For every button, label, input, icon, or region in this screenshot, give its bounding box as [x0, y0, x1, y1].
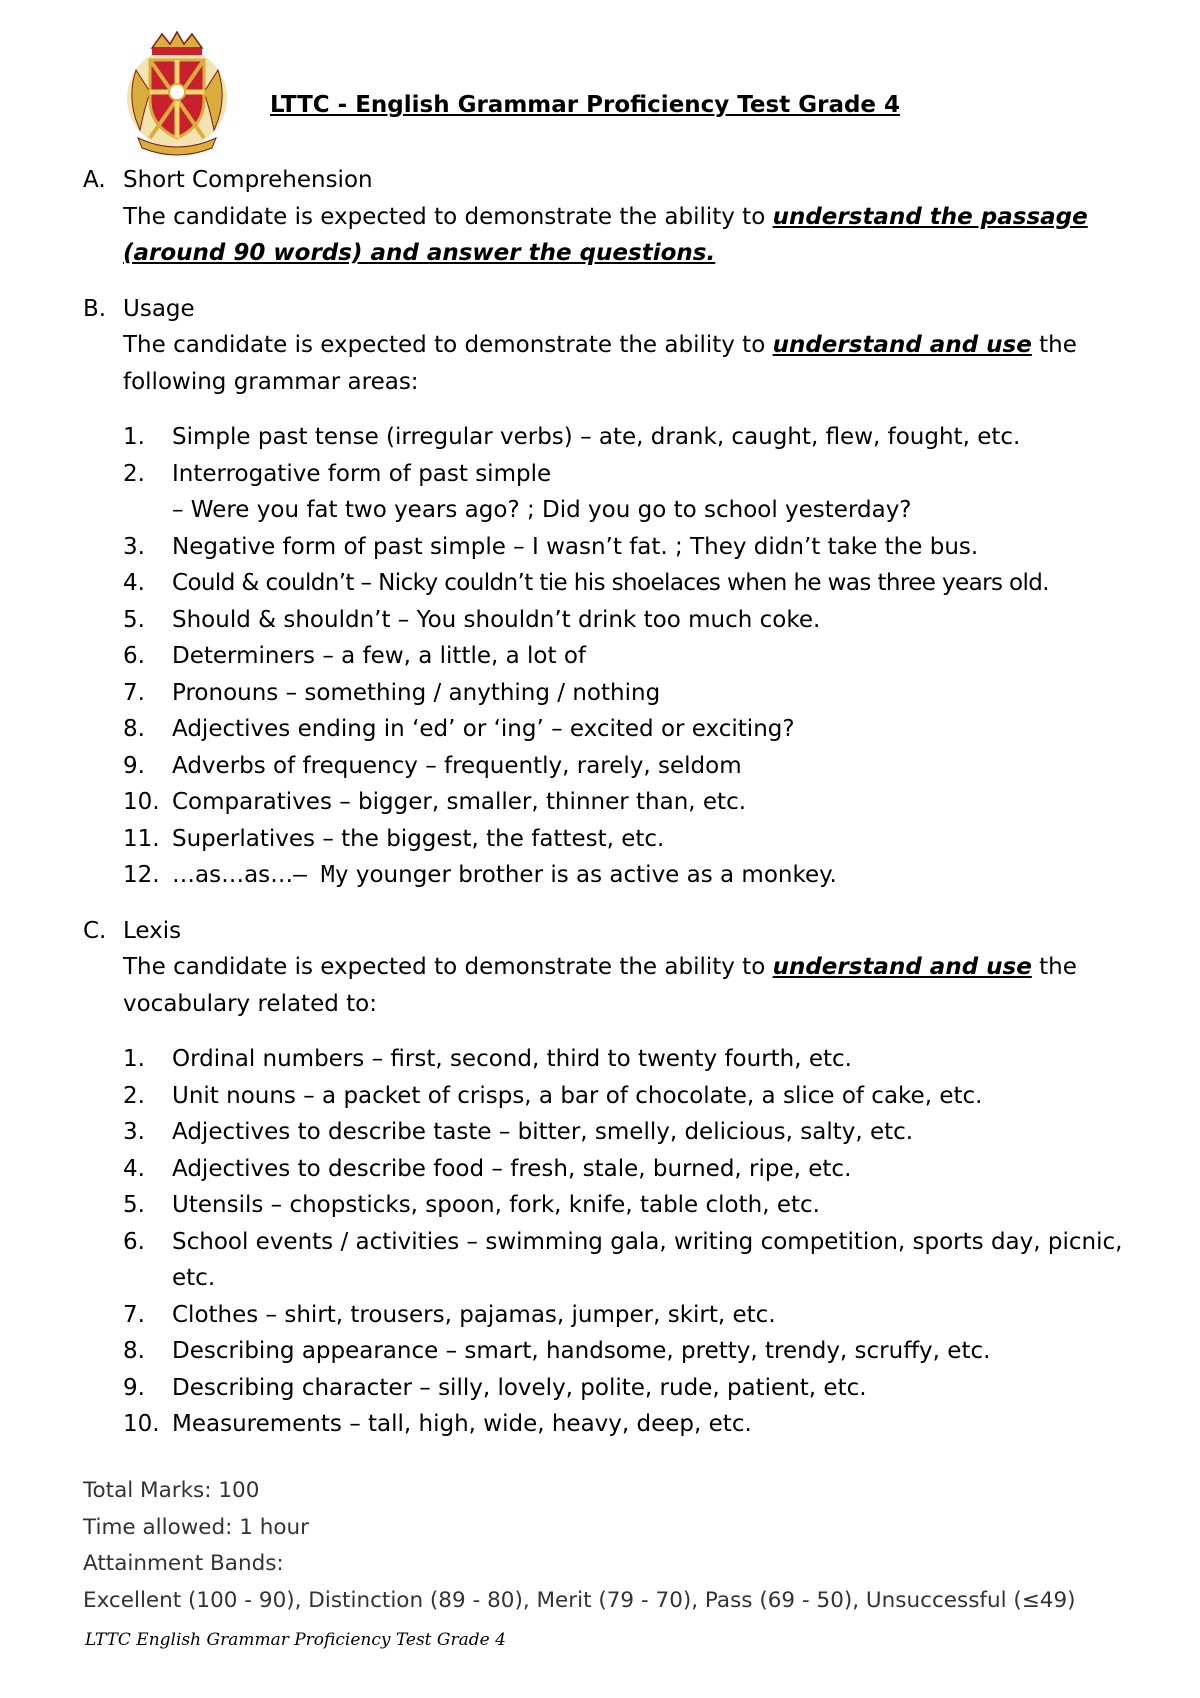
- description-emphasis: understand and use: [772, 954, 1032, 980]
- section-title: Usage: [123, 295, 195, 322]
- list-item: [83, 857, 1128, 894]
- list-text: Utensils – chopsticks, spoon, fork, knife, table cloth, etc.: [172, 1192, 820, 1218]
- test-summary: [83, 1473, 1153, 1619]
- list-item: [83, 675, 1128, 712]
- section-description: [83, 327, 1128, 400]
- list-number: 9.: [123, 1374, 145, 1401]
- list-text-tail: younger brother is as active as a monkey.: [348, 862, 837, 888]
- list-item: [83, 1151, 1128, 1188]
- list-item: [83, 784, 1128, 821]
- list-item: [83, 638, 1128, 675]
- description-tail: the vocabulary related to:: [123, 954, 1077, 1017]
- section-heading: [83, 162, 1128, 199]
- list-number: 3.: [123, 533, 145, 560]
- section-usage: [83, 291, 1128, 894]
- list-number: 5.: [123, 606, 145, 633]
- list-text: Comparatives – bigger, smaller, thinner than, etc.: [172, 789, 747, 815]
- main-content: [83, 162, 1128, 1443]
- list-number: 6.: [123, 643, 145, 669]
- list-item: [83, 1041, 1128, 1078]
- section-letter: A.: [83, 167, 106, 193]
- list-number: 1.: [123, 1046, 145, 1072]
- list-item: [83, 529, 1128, 566]
- grammar-list: [83, 419, 1128, 894]
- list-item: [83, 456, 1128, 529]
- list-text: Adjectives ending in ‘ed’ or ‘ing’ – excited or exciting?: [172, 716, 795, 742]
- section-letter: C.: [83, 917, 107, 944]
- list-text: Interrogative form of past simple: [172, 460, 552, 487]
- section-lexis: [83, 913, 1128, 1443]
- list-item: [83, 748, 1128, 785]
- list-text: Adjectives to describe taste – bitter, smelly, delicious, salty, etc.: [172, 1119, 914, 1145]
- list-number: 6.: [123, 1228, 145, 1255]
- list-number: 12.: [123, 862, 160, 888]
- list-text: …as…as…: [172, 862, 294, 888]
- list-item: [83, 711, 1128, 748]
- list-text: Describing character – silly, lovely, polite, rude, patient, etc.: [172, 1374, 867, 1401]
- list-text: Clothes – shirt, trousers, pajamas, jumper, skirt, etc.: [172, 1301, 776, 1328]
- list-text: Describing appearance – smart, handsome, pretty, trendy, scruffy, etc.: [172, 1338, 991, 1364]
- list-number: 7.: [123, 679, 145, 706]
- crest-logo-icon: [122, 30, 232, 160]
- description-text: The candidate is expected to demonstrate the ability to: [123, 203, 773, 230]
- list-number: 10.: [123, 1411, 160, 1437]
- description-emphasis: understand and use: [772, 332, 1032, 358]
- attainment-bands: Excellent (100 - 90), Distinction (89 - 80), Merit (79 - 70), Pass (69 - 50), Unsuccessful (≤49): [83, 1587, 1076, 1613]
- list-text: Superlatives – the biggest, the fattest, etc.: [172, 825, 665, 852]
- list-text: Adjectives to describe food – fresh, stale, burned, ripe, etc.: [172, 1155, 852, 1182]
- list-item: [83, 565, 1128, 602]
- list-item: [83, 419, 1128, 456]
- section-heading: [83, 913, 1128, 950]
- list-text: Ordinal numbers – first, second, third to twenty fourth, etc.: [172, 1046, 852, 1072]
- list-item: [83, 1370, 1128, 1407]
- total-marks: Total Marks: 100: [83, 1478, 260, 1503]
- description-tail: the following grammar areas:: [123, 332, 1077, 395]
- list-number: 7.: [123, 1301, 145, 1328]
- list-item: [83, 1078, 1128, 1115]
- list-number: 8.: [123, 716, 145, 742]
- list-number: 3.: [123, 1119, 145, 1145]
- list-text: Should & shouldn’t – You shouldn’t drink too much coke.: [172, 606, 821, 633]
- description-emphasis: understand the passage (around 90 words) and answer the questions.: [123, 203, 1088, 266]
- time-allowed: Time allowed: 1 hour: [83, 1514, 310, 1540]
- list-text: Adverbs of frequency – frequently, rarely, seldom: [172, 752, 742, 779]
- list-item: [83, 1333, 1128, 1370]
- section-heading: [83, 291, 1128, 328]
- list-number: 1.: [123, 424, 145, 450]
- list-number: 11.: [123, 825, 160, 852]
- section-short-comprehension: [83, 162, 1128, 272]
- description-text: The candidate is expected to demonstrate the ability to: [123, 332, 773, 358]
- vocabulary-list: [83, 1041, 1128, 1443]
- section-title: Lexis: [123, 917, 182, 944]
- page-title: LTTC - English Grammar Proficiency Test Grade 4: [270, 92, 901, 118]
- list-text-mono: – My: [293, 862, 349, 888]
- description-text: The candidate is expected to demonstrate the ability to: [123, 954, 773, 980]
- list-text-continued: – Were you fat two years ago? ; Did you go to school yesterday?: [172, 497, 912, 523]
- section-description: [83, 949, 1128, 1022]
- list-text: Unit nouns – a packet of crisps, a bar of chocolate, a slice of cake, etc.: [172, 1082, 983, 1109]
- page-footer: LTTC English Grammar Proficiency Test Grade 4: [85, 1630, 506, 1650]
- list-number: 4.: [123, 570, 145, 596]
- list-number: 9.: [123, 752, 145, 779]
- list-item: [83, 1114, 1128, 1151]
- list-item: [83, 1406, 1128, 1443]
- attainment-bands-label: Attainment Bands:: [83, 1551, 284, 1576]
- list-number: 2.: [123, 1082, 145, 1109]
- list-number: 8.: [123, 1338, 145, 1364]
- list-item: [83, 1224, 1128, 1297]
- list-text: Simple past tense (irregular verbs) – ate, drank, caught, flew, fought, etc.: [172, 424, 1021, 450]
- list-text: School events / activities – swimming gala, writing competition, sports day, picnic, etc.: [172, 1228, 1123, 1291]
- section-title: Short Comprehension: [123, 167, 373, 193]
- list-item: [83, 821, 1128, 858]
- list-item: [83, 602, 1128, 639]
- list-text: Determiners – a few, a little, a lot of: [172, 643, 586, 669]
- list-item: [83, 1187, 1128, 1224]
- list-text: Measurements – tall, high, wide, heavy, deep, etc.: [172, 1411, 752, 1437]
- section-description: [83, 199, 1128, 272]
- list-number: 2.: [123, 460, 145, 487]
- list-number: 10.: [123, 789, 160, 815]
- list-number: 4.: [123, 1155, 145, 1182]
- list-item: [83, 1297, 1128, 1334]
- list-text: Negative form of past simple – I wasn’t fat. ; They didn’t take the bus.: [172, 533, 979, 560]
- list-text: Could & couldn’t – Nicky couldn’t tie his shoelaces when he was three years old.: [172, 570, 1050, 596]
- list-number: 5.: [123, 1192, 145, 1218]
- section-letter: B.: [83, 295, 107, 322]
- list-text: Pronouns – something / anything / nothing: [172, 679, 661, 706]
